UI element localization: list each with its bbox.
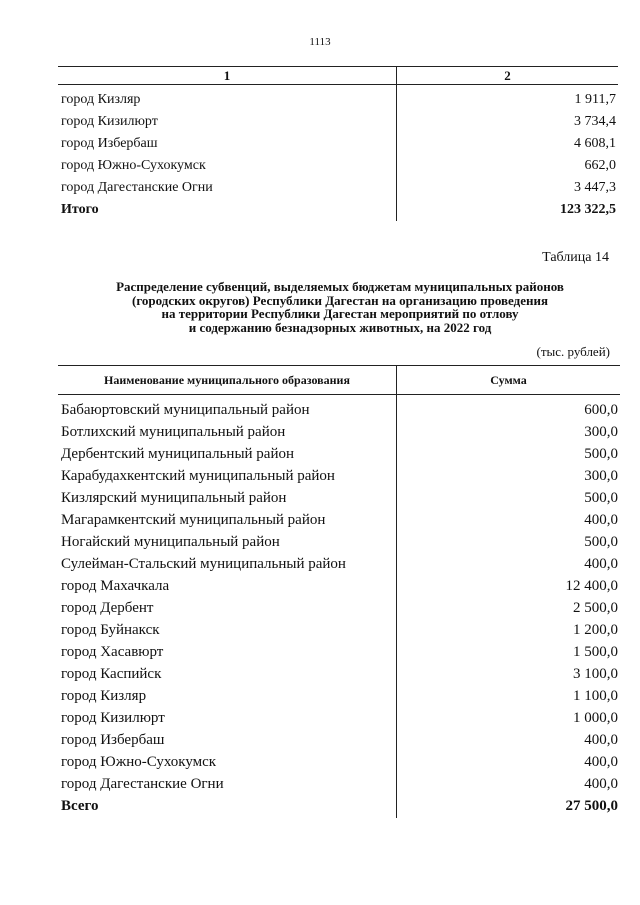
total-label: Всего bbox=[61, 798, 99, 814]
row-name: Кизлярский муниципальный район bbox=[61, 490, 287, 506]
row-name: Дербентский муниципальный район bbox=[61, 446, 295, 462]
row-value: 500,0 bbox=[584, 446, 618, 462]
row-name: Ботлихский муниципальный район bbox=[61, 424, 286, 440]
row-name: город Южно-Сухокумск bbox=[61, 754, 217, 770]
row-value: 4 608,1 bbox=[574, 136, 616, 151]
table-row bbox=[58, 111, 618, 133]
table-row bbox=[58, 487, 620, 509]
table-row bbox=[58, 133, 618, 155]
table-body bbox=[58, 399, 620, 817]
row-value: 1 100,0 bbox=[573, 688, 618, 704]
table-row bbox=[58, 575, 620, 597]
total-value: 123 322,5 bbox=[560, 202, 616, 217]
table-row bbox=[58, 641, 620, 663]
row-value: 12 400,0 bbox=[565, 578, 618, 594]
row-value: 1 911,7 bbox=[574, 92, 616, 107]
continuation-table bbox=[58, 66, 618, 221]
row-value: 662,0 bbox=[584, 158, 616, 173]
row-value: 400,0 bbox=[584, 776, 618, 792]
table-row bbox=[58, 553, 620, 575]
row-name: город Кизилюрт bbox=[61, 710, 165, 726]
table-row bbox=[58, 443, 620, 465]
row-value: 1 000,0 bbox=[573, 710, 618, 726]
table-row bbox=[58, 597, 620, 619]
row-name: город Каспийск bbox=[61, 666, 162, 682]
row-value: 400,0 bbox=[584, 754, 618, 770]
table-row bbox=[58, 399, 620, 421]
row-value: 400,0 bbox=[584, 512, 618, 528]
table-row bbox=[58, 421, 620, 443]
row-name: город Махачкала bbox=[61, 578, 170, 594]
table-row bbox=[58, 685, 620, 707]
row-name: Магарамкентский муниципальный район bbox=[61, 512, 326, 528]
table-row bbox=[58, 773, 620, 795]
row-name: город Хасавюрт bbox=[61, 644, 164, 660]
row-value: 1 500,0 bbox=[573, 644, 618, 660]
row-value: 2 500,0 bbox=[573, 600, 618, 616]
units-label: (тыс. рублей) bbox=[536, 344, 610, 359]
row-value: 500,0 bbox=[584, 534, 618, 550]
row-name: город Избербаш bbox=[61, 732, 165, 748]
total-row bbox=[58, 199, 618, 221]
table-header-row bbox=[58, 366, 620, 395]
total-label: Итого bbox=[61, 202, 99, 217]
row-value: 300,0 bbox=[584, 468, 618, 484]
column-header-name: Наименование муниципального образования bbox=[104, 373, 350, 387]
total-row bbox=[58, 795, 620, 817]
row-name: город Южно-Сухокумск bbox=[61, 158, 206, 173]
row-name: город Кизляр bbox=[61, 688, 147, 704]
table-row bbox=[58, 707, 620, 729]
table-row bbox=[58, 663, 620, 685]
table-row bbox=[58, 729, 620, 751]
table-row bbox=[58, 509, 620, 531]
column-header-2: 2 bbox=[504, 68, 511, 83]
row-name: город Дербент bbox=[61, 600, 154, 616]
table-title-line: (городских округов) Республики Дагестан на организацию проведения bbox=[132, 292, 548, 308]
row-value: 400,0 bbox=[584, 732, 618, 748]
table-title-line: на территории Республики Дагестан мероприятий по отлову bbox=[161, 306, 519, 321]
row-name: город Избербаш bbox=[61, 136, 158, 151]
row-value: 300,0 bbox=[584, 424, 618, 440]
table-title-line: Распределение субвенций, выделяемых бюджетам муниципальных районов bbox=[116, 279, 564, 294]
row-name: город Буйнакск bbox=[61, 622, 160, 638]
column-header-sum: Сумма bbox=[490, 373, 527, 387]
row-name: Ногайский муниципальный район bbox=[61, 534, 280, 550]
total-value: 27 500,0 bbox=[565, 798, 618, 814]
row-name: город Дагестанские Огни bbox=[61, 180, 213, 195]
row-value: 500,0 bbox=[584, 490, 618, 506]
row-name: Карабудахкентский муниципальный район bbox=[61, 468, 335, 484]
table-body bbox=[58, 89, 618, 221]
row-value: 3 100,0 bbox=[573, 666, 618, 682]
table-title-line: и содержанию безнадзорных животных, на 2022 год bbox=[188, 319, 492, 335]
table-title bbox=[60, 280, 620, 334]
row-name: Бабаюртовский муниципальный район bbox=[61, 402, 310, 418]
row-name: город Кизилюрт bbox=[61, 114, 158, 129]
table-row bbox=[58, 177, 618, 199]
table-header-row bbox=[58, 67, 618, 85]
row-value: 600,0 bbox=[584, 402, 618, 418]
table-row bbox=[58, 89, 618, 111]
row-name: Сулейман-Стальский муниципальный район bbox=[61, 556, 346, 572]
table-row bbox=[58, 155, 618, 177]
table-label: Таблица 14 bbox=[542, 250, 609, 265]
row-value: 3 447,3 bbox=[574, 180, 616, 195]
row-value: 400,0 bbox=[584, 556, 618, 572]
row-name: город Дагестанские Огни bbox=[61, 776, 224, 792]
table-row bbox=[58, 751, 620, 773]
row-value: 3 734,4 bbox=[574, 114, 616, 129]
row-value: 1 200,0 bbox=[573, 622, 618, 638]
page-number: 1113 bbox=[309, 36, 331, 48]
row-name: город Кизляр bbox=[61, 92, 141, 107]
table-row bbox=[58, 531, 620, 553]
table-row bbox=[58, 465, 620, 487]
column-header-1: 1 bbox=[223, 68, 231, 83]
table-row bbox=[58, 619, 620, 641]
subvention-table bbox=[58, 365, 620, 818]
